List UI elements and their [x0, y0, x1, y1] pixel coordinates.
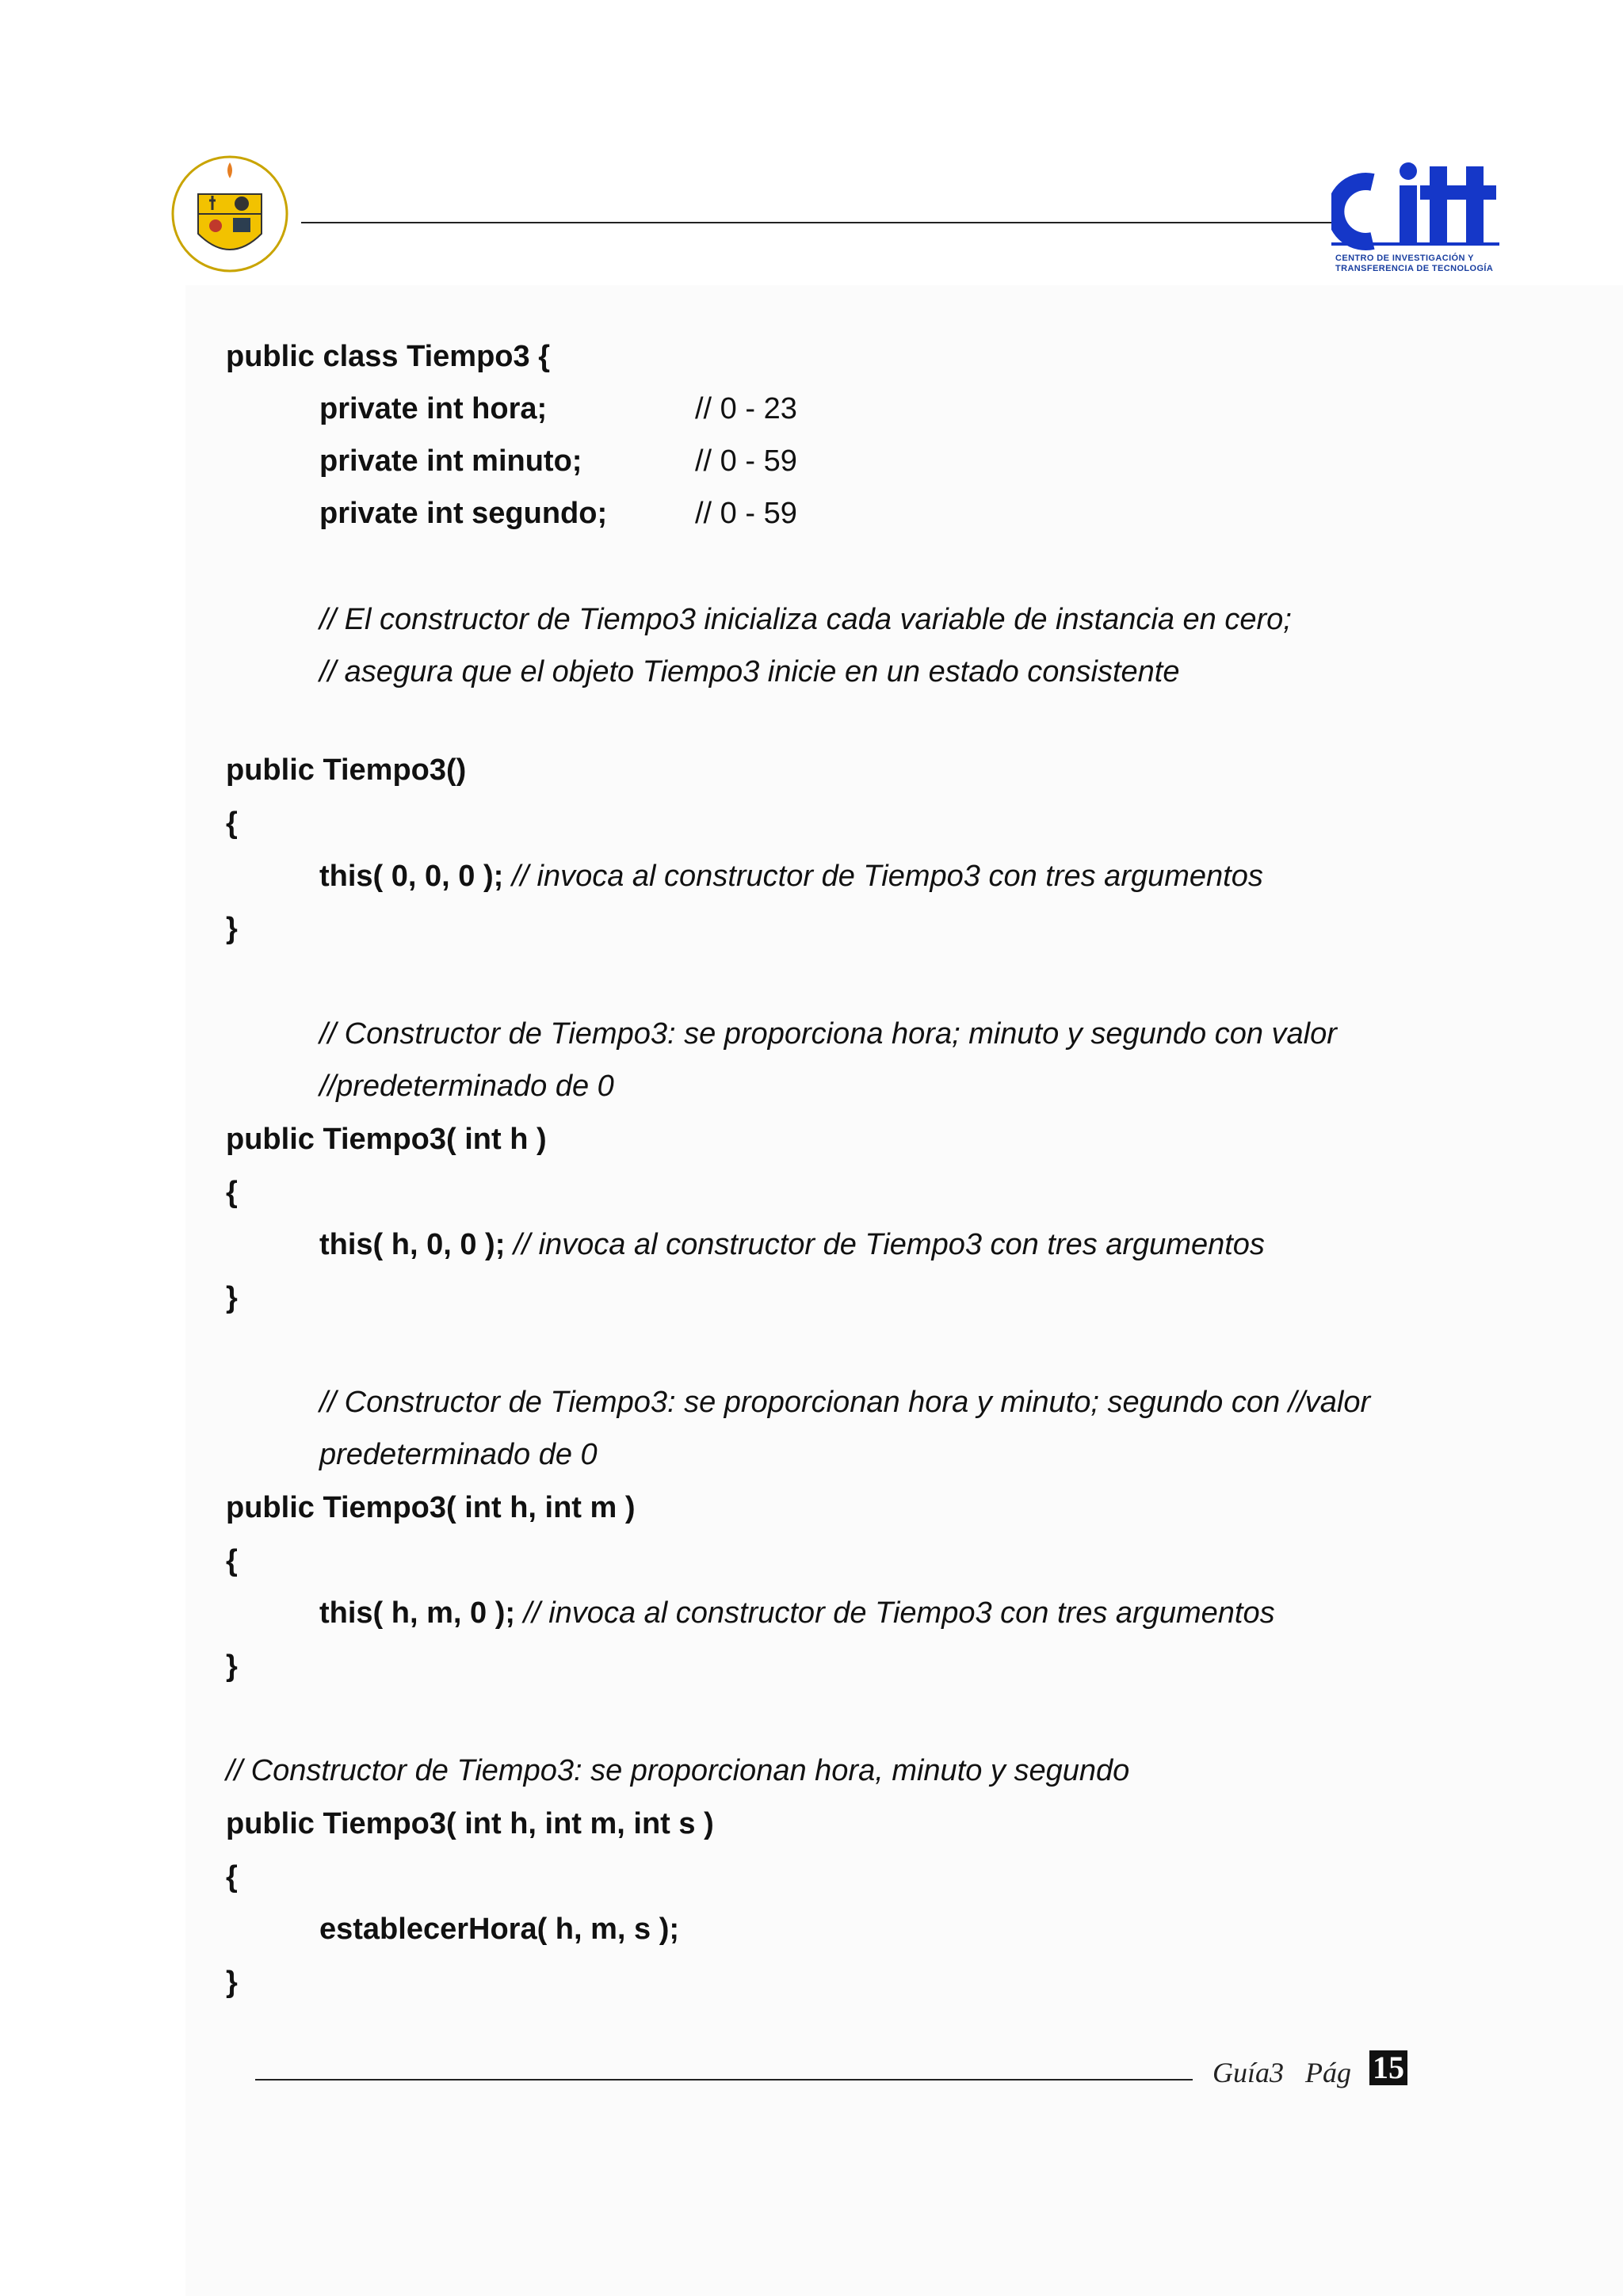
field-minuto-comment: // 0 - 59 [695, 444, 797, 478]
constructor-1-open-brace: { [226, 1176, 238, 1209]
constructor-0-body [319, 859, 1263, 894]
field-hora-decl: private int hora; [319, 392, 548, 425]
constructor-0-call: this( 0, 0, 0 ); [319, 860, 504, 893]
class-declaration: public class Tiempo3 { [226, 340, 551, 373]
comment-3-line-1: // Constructor de Tiempo3: se proporcionan hora y minuto; segundo con //valor [319, 1386, 1371, 1419]
page-number: 15 [1369, 2050, 1407, 2085]
comment-3-line-2: predeterminado de 0 [319, 1438, 598, 1471]
citt-subtitle-line2: TRANSFERENCIA DE TECNOLOGÍA [1335, 264, 1494, 273]
constructor-1-comment: // invoca al constructor de Tiempo3 con tres argumentos [505, 1228, 1265, 1261]
constructor-1-signature: public Tiempo3( int h ) [226, 1123, 547, 1156]
constructor-2-close-brace: } [226, 1650, 238, 1683]
constructor-3-signature: public Tiempo3( int h, int m, int s ) [226, 1807, 714, 1840]
comment-1-line-1: // El constructor de Tiempo3 inicializa cada variable de instancia en cero; [319, 603, 1292, 636]
constructor-0-comment: // invoca al constructor de Tiempo3 con tres argumentos [503, 860, 1263, 893]
comment-2-line-1: // Constructor de Tiempo3: se proporciona hora; minuto y segundo con valor [319, 1017, 1337, 1051]
comment-4: // Constructor de Tiempo3: se proporcionan hora, minuto y segundo [226, 1754, 1130, 1787]
comment-2-line-2: //predeterminado de 0 [319, 1070, 614, 1103]
constructor-3-body: establecerHora( h, m, s ); [319, 1913, 680, 1946]
constructor-0-signature: public Tiempo3() [226, 753, 467, 787]
citt-subtitle-line1: CENTRO DE INVESTIGACIÓN Y [1335, 254, 1474, 263]
field-segundo-comment: // 0 - 59 [695, 497, 797, 530]
footer-rule [255, 2079, 1193, 2081]
constructor-3-open-brace: { [226, 1860, 238, 1894]
field-minuto-decl: private int minuto; [319, 444, 582, 478]
constructor-2-signature: public Tiempo3( int h, int m ) [226, 1491, 636, 1524]
constructor-1-body [319, 1227, 1265, 1262]
footer-guide: Guía3 [1212, 2057, 1284, 2088]
constructor-1-call: this( h, 0, 0 ); [319, 1228, 506, 1261]
constructor-1-close-brace: } [226, 1281, 238, 1314]
field-segundo-decl: private int segundo; [319, 497, 608, 530]
constructor-2-open-brace: { [226, 1544, 238, 1577]
comment-1-line-2: // asegura que el objeto Tiempo3 inicie en un estado consistente [319, 655, 1180, 688]
field-hora-comment: // 0 - 23 [695, 392, 797, 425]
constructor-3-close-brace: } [226, 1966, 238, 1999]
footer-page-label: Pág [1305, 2057, 1351, 2088]
constructor-2-comment: // invoca al constructor de Tiempo3 con tres argumentos [515, 1596, 1275, 1630]
constructor-0-close-brace: } [226, 912, 238, 945]
constructor-2-call: this( h, m, 0 ); [319, 1596, 515, 1630]
constructor-0-open-brace: { [226, 807, 238, 840]
footer-label [1212, 2056, 1351, 2089]
constructor-2-body [319, 1596, 1275, 1630]
